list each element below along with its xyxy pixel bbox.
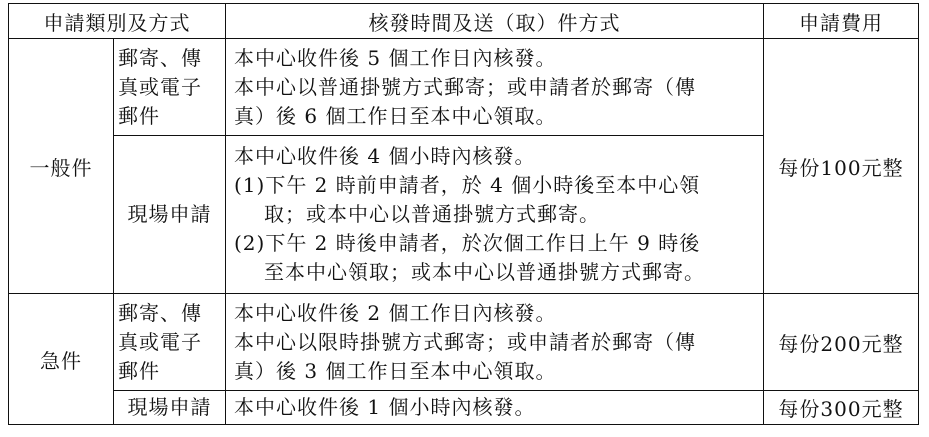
urgent-mail-method	[114, 294, 226, 391]
detail-line: 本中心收件後 4 個小時內核發。	[234, 144, 536, 168]
detail-line: 本中心收件後 2 個工作日內核發。	[234, 300, 557, 325]
method-line: 真或電子	[118, 329, 202, 354]
detail-line: 本中心收件後 5 個工作日內核發。	[234, 45, 557, 70]
detail-line: 本中心收件後 1 個小時內核發。	[234, 395, 536, 419]
urgent-mail-row	[9, 294, 919, 391]
header-timing: 核發時間及送（取）件方式	[226, 4, 764, 39]
general-fee-cell: 每份100元整	[764, 39, 919, 294]
detail-line: 真）後 6 個工作日至本中心領取。	[234, 103, 557, 128]
detail-line: 取；或本中心以普通掛號方式郵寄。	[264, 202, 600, 226]
method-line: 真或電子	[118, 74, 202, 99]
urgent-category-cell: 急件	[9, 294, 114, 425]
general-mail-method	[114, 39, 226, 136]
detail-line: (1)下午 2 時前申請者，於 4 個小時後至本中心領	[234, 173, 701, 197]
method-line: 郵件	[118, 103, 160, 128]
method-line: 郵寄、傳	[118, 45, 202, 70]
header-row	[9, 4, 919, 39]
urgent-mail-fee-cell: 每份200元整	[764, 294, 919, 391]
fee-table	[8, 3, 919, 425]
general-category-cell: 一般件	[9, 39, 114, 294]
general-onsite-method: 現場申請	[114, 136, 226, 294]
detail-line: (2)下午 2 時後申請者，於次個工作日上午 9 時後	[234, 231, 701, 255]
method-line: 郵件	[118, 358, 160, 383]
detail-line: 真）後 3 個工作日至本中心領取。	[234, 358, 557, 383]
header-category: 申請類別及方式	[9, 4, 226, 39]
general-onsite-detail	[226, 136, 764, 294]
general-mail-detail	[226, 39, 764, 136]
header-fee: 申請費用	[764, 4, 919, 39]
general-mail-row	[9, 39, 919, 136]
urgent-onsite-method: 現場申請	[114, 391, 226, 425]
detail-line: 本中心以限時掛號方式郵寄；或申請者於郵寄（傳	[234, 329, 696, 354]
method-line: 郵寄、傳	[118, 300, 202, 325]
urgent-onsite-row	[9, 391, 919, 425]
detail-line: 本中心以普通掛號方式郵寄；或申請者於郵寄（傳	[234, 74, 696, 99]
urgent-mail-detail	[226, 294, 764, 391]
detail-line: 至本中心領取；或本中心以普通掛號方式郵寄。	[264, 260, 705, 284]
urgent-onsite-detail	[226, 391, 764, 425]
urgent-onsite-fee-cell: 每份300元整	[764, 391, 919, 425]
